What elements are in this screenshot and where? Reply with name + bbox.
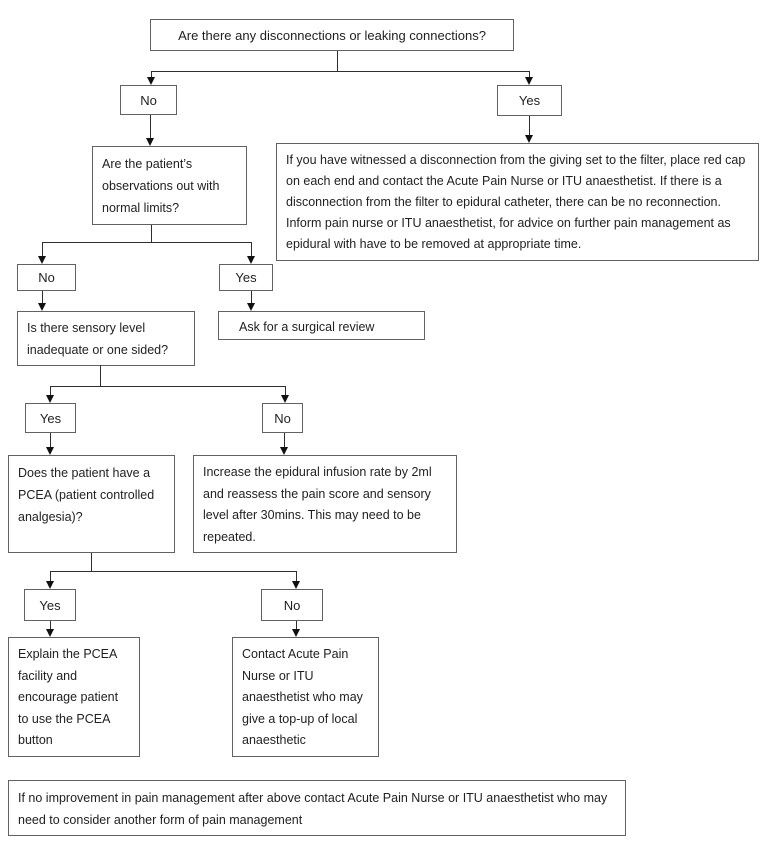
connector-line bbox=[100, 365, 101, 386]
connector-line bbox=[50, 386, 285, 387]
connector-line bbox=[91, 553, 92, 571]
node-question-observations: Are the patient’s observations out with normal limits? bbox=[92, 146, 247, 225]
arrow-down-icon bbox=[38, 256, 46, 264]
node-question-disconnections: Are there any disconnections or leaking connections? bbox=[150, 19, 514, 51]
arrow-down-icon bbox=[146, 138, 154, 146]
connector-line bbox=[337, 51, 338, 71]
node-action-surgical-review: Ask for a surgical review bbox=[218, 311, 425, 340]
arrow-down-icon bbox=[247, 256, 255, 264]
arrow-down-icon bbox=[46, 395, 54, 403]
arrow-down-icon bbox=[147, 77, 155, 85]
connector-line bbox=[151, 71, 529, 72]
node-action-contact-topup: Contact Acute Pain Nurse or ITU anaesthetist who may give a top-up of local anaesthetic bbox=[232, 637, 379, 757]
arrow-down-icon bbox=[525, 77, 533, 85]
arrow-down-icon bbox=[525, 135, 533, 143]
node-question-sensory-level: Is there sensory level inadequate or one sided? bbox=[17, 311, 195, 366]
connector-line bbox=[42, 242, 43, 257]
node-yes-4: Yes bbox=[24, 589, 76, 621]
connector-line bbox=[42, 242, 251, 243]
arrow-down-icon bbox=[292, 629, 300, 637]
arrow-down-icon bbox=[46, 629, 54, 637]
node-action-increase-infusion: Increase the epidural infusion rate by 2ml and reassess the pain score and sensory level after 30mins. This may need to be repeated. bbox=[193, 455, 457, 553]
arrow-down-icon bbox=[247, 303, 255, 311]
node-no-1: No bbox=[120, 85, 177, 115]
arrow-down-icon bbox=[292, 581, 300, 589]
connector-line bbox=[50, 571, 296, 572]
node-action-explain-pcea: Explain the PCEA facility and encourage patient to use the PCEA button bbox=[8, 637, 140, 757]
arrow-down-icon bbox=[38, 303, 46, 311]
node-yes-1: Yes bbox=[497, 85, 562, 116]
connector-line bbox=[50, 433, 51, 448]
node-question-pcea: Does the patient have a PCEA (patient controlled analgesia)? bbox=[8, 455, 175, 553]
connector-line bbox=[284, 433, 285, 448]
node-disconnection-instructions: If you have witnessed a disconnection from the giving set to the filter, place red cap on each end and contact the Acute Pain Nurse or ITU anaesthetist. If there is a disconnection from the filter to epidural catheter, there can be no reconnection. Inform pain nurse or ITU anaesthetist, for advice on further pain management as epidural with have to be removed at appropriate time. bbox=[276, 143, 759, 261]
arrow-down-icon bbox=[280, 447, 288, 455]
node-note-no-improvement: If no improvement in pain management after above contact Acute Pain Nurse or ITU anaesthetist who may need to consider another form of pain management bbox=[8, 780, 626, 836]
arrow-down-icon bbox=[46, 447, 54, 455]
node-no-3: No bbox=[262, 403, 303, 433]
node-yes-3: Yes bbox=[25, 403, 76, 433]
connector-line bbox=[150, 115, 151, 139]
node-no-4: No bbox=[261, 589, 323, 621]
node-no-2: No bbox=[17, 264, 76, 291]
connector-line bbox=[529, 116, 530, 136]
arrow-down-icon bbox=[281, 395, 289, 403]
arrow-down-icon bbox=[46, 581, 54, 589]
node-yes-2: Yes bbox=[219, 264, 273, 291]
connector-line bbox=[151, 225, 152, 242]
connector-line bbox=[251, 242, 252, 257]
